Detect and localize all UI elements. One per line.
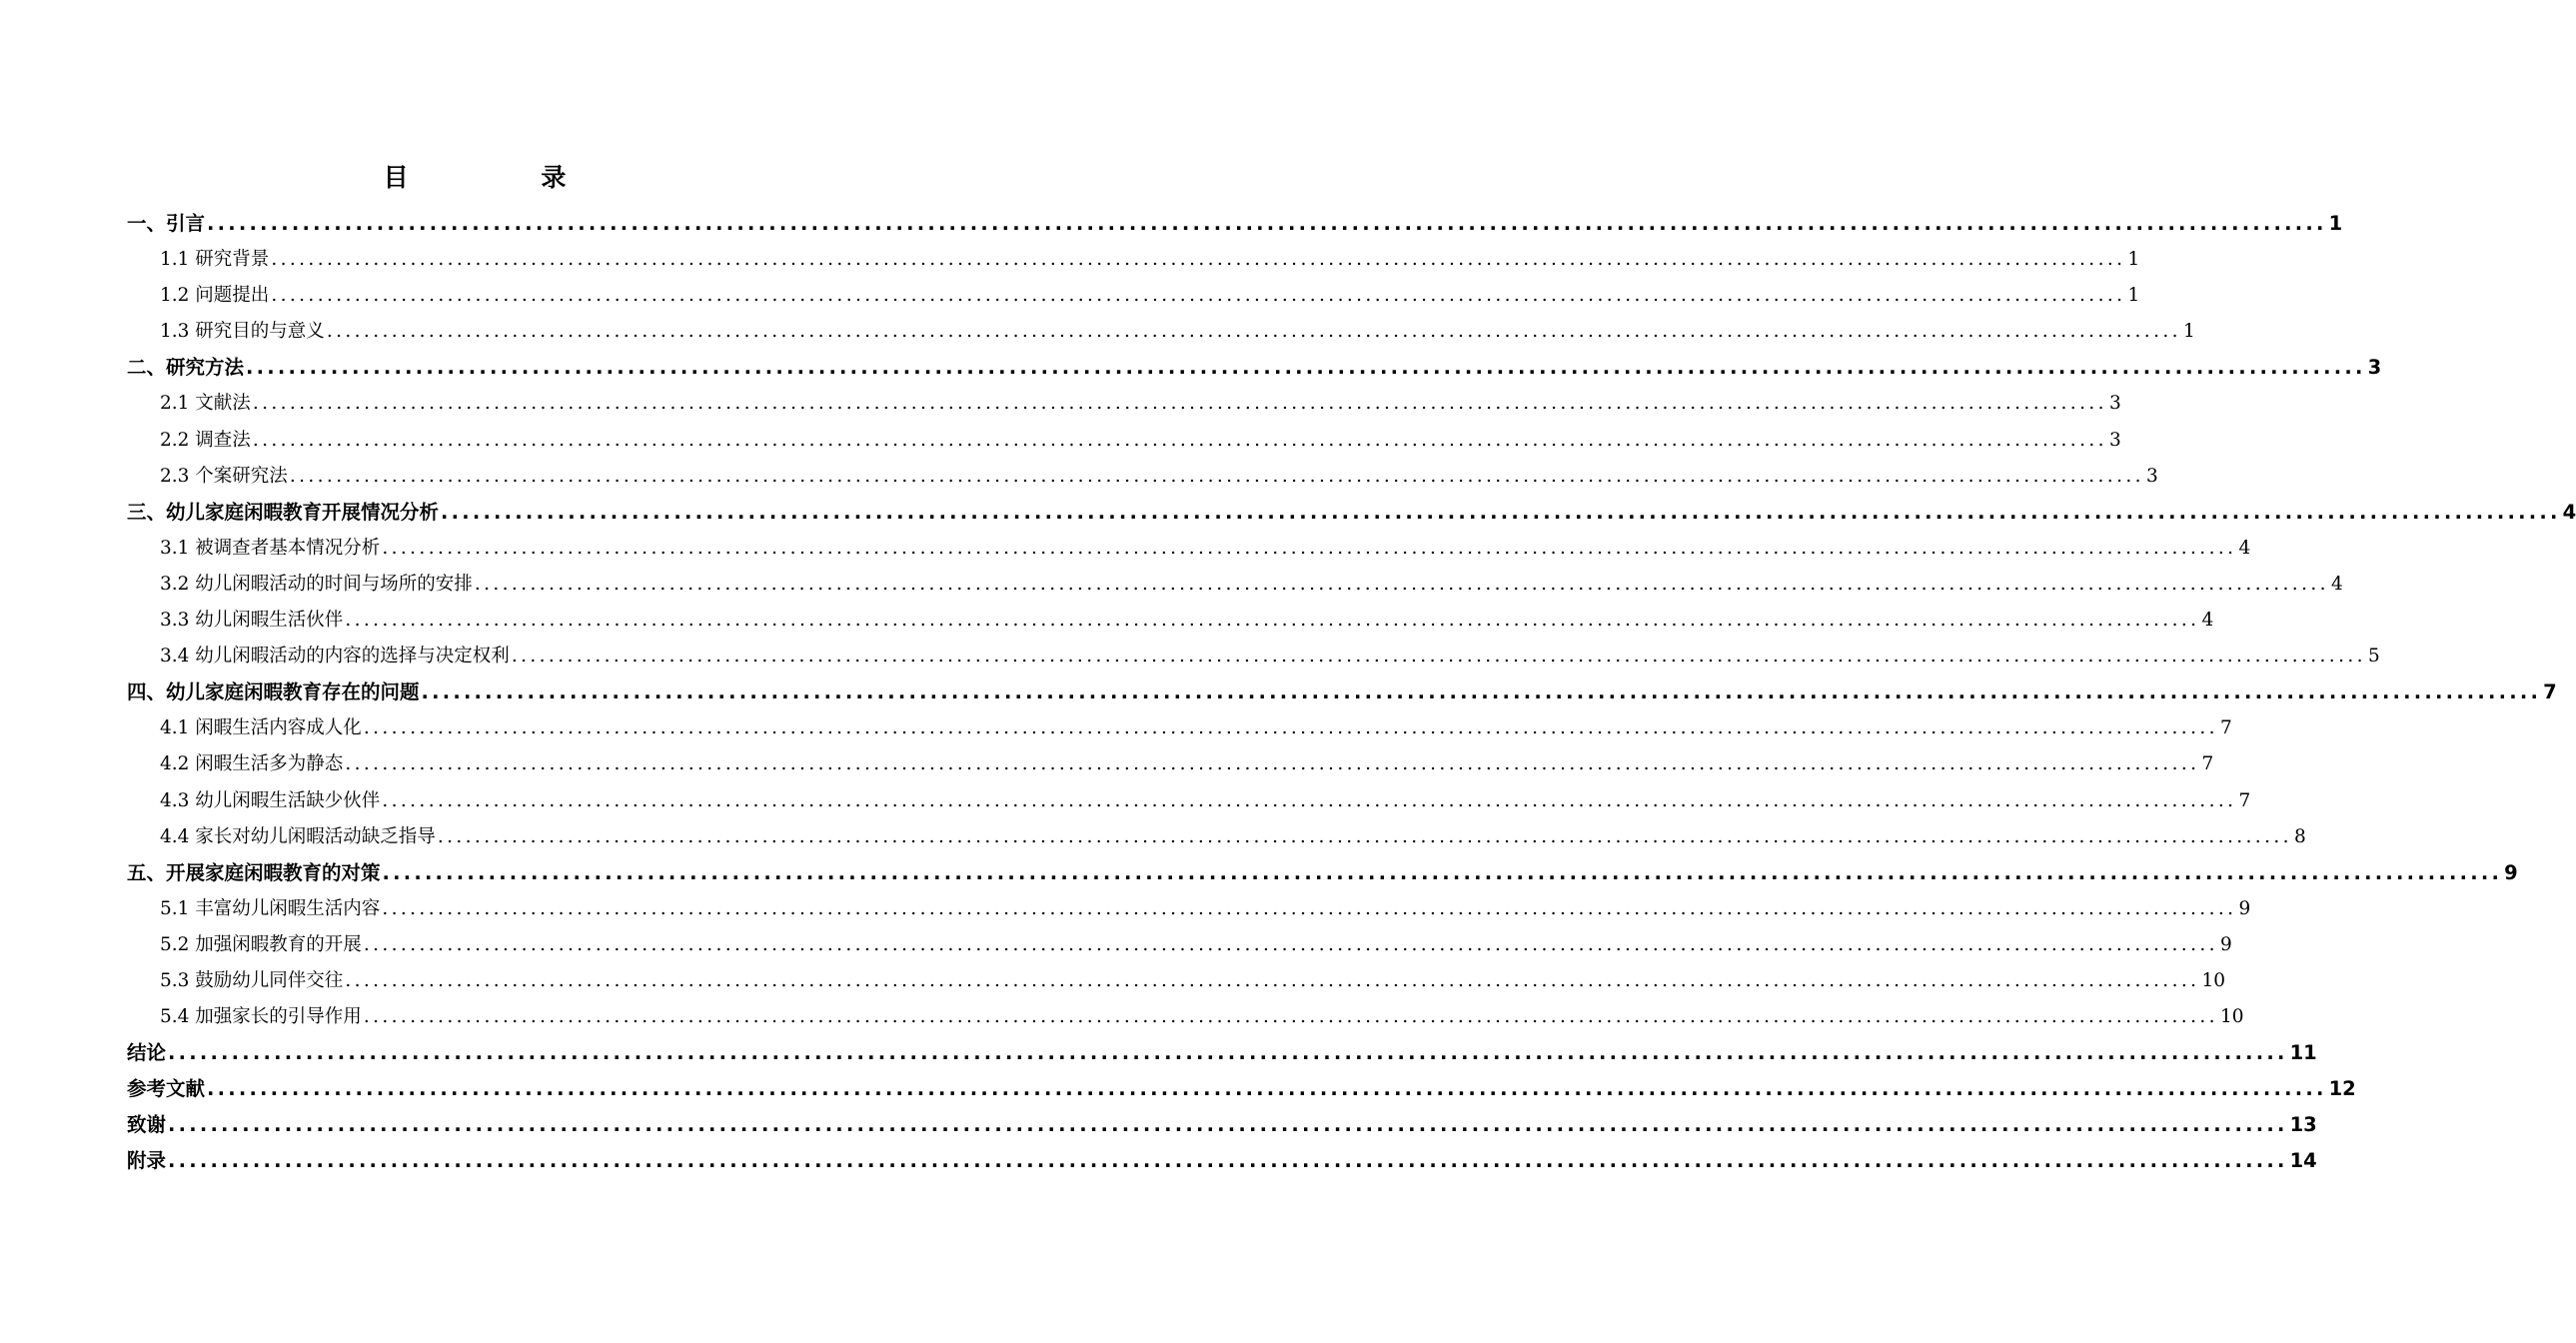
toc-chapter-entry[interactable] bbox=[127, 1071, 2356, 1107]
page-title: 目 录 bbox=[383, 163, 629, 192]
toc-entry-label: 2.3 个案研究法 bbox=[160, 465, 288, 487]
toc-section-entry[interactable] bbox=[127, 783, 2251, 819]
dot-leader: ........................................................................................................................................................................................................ bbox=[252, 429, 2107, 451]
toc-page-number: 9 bbox=[2238, 897, 2251, 919]
toc-page-number: 1 bbox=[2182, 321, 2195, 343]
toc-entry-label: 2.1 文献法 bbox=[160, 393, 251, 415]
toc-section-entry[interactable] bbox=[127, 710, 2232, 746]
toc-section-entry[interactable] bbox=[127, 242, 2140, 278]
toc-entry-label: 3.3 幼儿闲暇生活伙伴 bbox=[160, 610, 344, 632]
toc-chapter-entry[interactable] bbox=[127, 1107, 2317, 1143]
dot-leader: ........................................................................................................................................................................................................ bbox=[363, 933, 2218, 955]
toc-section-entry[interactable] bbox=[127, 386, 2121, 422]
toc-page-number: 1 bbox=[2127, 285, 2140, 307]
toc-page-number: 4 bbox=[2330, 573, 2343, 595]
toc-page-number: 12 bbox=[2328, 1077, 2356, 1101]
toc-page-number: 10 bbox=[2201, 969, 2225, 991]
dot-leader: ........................................................................................................................................................................................................ bbox=[207, 212, 2327, 235]
toc-page-number: 3 bbox=[2367, 356, 2382, 380]
toc-entry-label: 1.1 研究背景 bbox=[160, 249, 270, 271]
dot-leader: ........................................................................................................................................................................................................ bbox=[474, 573, 2329, 595]
toc-entry-label: 3.4 幼儿闲暇活动的内容的选择与决定权利 bbox=[160, 646, 510, 668]
dot-leader: ........................................................................................................................................................................................................ bbox=[511, 646, 2366, 668]
toc-page-number: 8 bbox=[2293, 825, 2306, 847]
dot-leader: ........................................................................................................................................................................................................ bbox=[289, 465, 2144, 487]
dot-leader: ........................................................................................................................................................................................................ bbox=[345, 610, 2200, 632]
toc-section-entry[interactable] bbox=[127, 278, 2140, 314]
dot-leader: ........................................................................................................................................................................................................ bbox=[271, 249, 2126, 271]
toc-page-number: 4 bbox=[2201, 610, 2214, 632]
toc-section-entry[interactable] bbox=[127, 603, 2214, 639]
dot-leader: ........................................................................................................................................................................................................ bbox=[421, 680, 2542, 704]
toc-page-number: 14 bbox=[2289, 1149, 2317, 1173]
toc-chapter-entry[interactable] bbox=[127, 495, 2576, 531]
toc-entry-label: 一、引言 bbox=[127, 212, 206, 235]
toc-page-number: 9 bbox=[2219, 933, 2232, 955]
toc-section-entry[interactable] bbox=[127, 963, 2225, 999]
toc-entry-label: 4.3 幼儿闲暇生活缺少伙伴 bbox=[160, 789, 381, 811]
toc-section-entry[interactable] bbox=[127, 819, 2306, 855]
toc-section-entry[interactable] bbox=[127, 927, 2232, 963]
toc-page-number: 5 bbox=[2367, 646, 2380, 668]
toc-chapter-entry[interactable] bbox=[127, 1143, 2317, 1179]
toc-section-entry[interactable] bbox=[127, 639, 2380, 674]
toc-entry-label: 二、研究方法 bbox=[127, 356, 245, 380]
toc-entry-label: 5.2 加强闲暇教育的开展 bbox=[160, 933, 362, 955]
dot-leader: ........................................................................................................................................................................................................ bbox=[271, 285, 2126, 307]
toc-entry-label: 3.2 幼儿闲暇活动的时间与场所的安排 bbox=[160, 573, 473, 595]
toc-entry-label: 五、开展家庭闲暇教育的对策 bbox=[127, 860, 381, 884]
toc-entry-label: 1.2 问题提出 bbox=[160, 285, 270, 307]
toc-page-number: 3 bbox=[2145, 465, 2158, 487]
toc-entry-label: 4.1 闲暇生活内容成人化 bbox=[160, 717, 362, 739]
toc-entry-label: 参考文献 bbox=[127, 1077, 206, 1101]
dot-leader: ........................................................................................................................................................................................................ bbox=[168, 1041, 2288, 1065]
toc-section-entry[interactable] bbox=[127, 459, 2158, 495]
toc-entry-label: 4.4 家长对幼儿闲暇活动缺乏指导 bbox=[160, 825, 436, 847]
dot-leader: ........................................................................................................................................................................................................ bbox=[326, 321, 2181, 343]
toc-page-number: 7 bbox=[2238, 789, 2251, 811]
toc-section-entry[interactable] bbox=[127, 567, 2343, 603]
toc-section-entry[interactable] bbox=[127, 423, 2121, 459]
toc-page-number: 4 bbox=[2238, 537, 2251, 559]
toc-section-entry[interactable] bbox=[127, 891, 2251, 927]
toc-page-number: 1 bbox=[2127, 249, 2140, 271]
dot-leader: ........................................................................................................................................................................................................ bbox=[382, 860, 2503, 884]
dot-leader: ........................................................................................................................................................................................................ bbox=[437, 825, 2292, 847]
toc-entry-label: 2.2 调查法 bbox=[160, 429, 251, 451]
toc-page-number: 13 bbox=[2289, 1113, 2317, 1137]
dot-leader: ........................................................................................................................................................................................................ bbox=[363, 1006, 2218, 1028]
toc-page-number: 7 bbox=[2543, 680, 2557, 704]
toc-entry-label: 4.2 闲暇生活多为静态 bbox=[160, 753, 344, 775]
toc-entry-label: 结论 bbox=[127, 1041, 167, 1065]
dot-leader: ........................................................................................................................................................................................................ bbox=[382, 537, 2237, 559]
toc-entry-label: 四、幼儿家庭闲暇教育存在的问题 bbox=[127, 680, 420, 704]
toc-chapter-entry[interactable] bbox=[127, 350, 2382, 386]
toc-page-number: 3 bbox=[2108, 393, 2121, 415]
toc-page-number: 7 bbox=[2219, 717, 2232, 739]
dot-leader: ........................................................................................................................................................................................................ bbox=[246, 356, 2366, 380]
toc-entry-label: 5.1 丰富幼儿闲暇生活内容 bbox=[160, 897, 381, 919]
toc-entry-label: 致谢 bbox=[127, 1113, 167, 1137]
toc-entry-label: 附录 bbox=[127, 1149, 167, 1173]
toc-entry-label: 5.4 加强家长的引导作用 bbox=[160, 1006, 362, 1028]
dot-leader: ........................................................................................................................................................................................................ bbox=[345, 969, 2200, 991]
toc-page-number: 10 bbox=[2219, 1006, 2244, 1028]
dot-leader: ........................................................................................................................................................................................................ bbox=[252, 393, 2107, 415]
dot-leader: ........................................................................................................................................................................................................ bbox=[345, 753, 2200, 775]
toc-entry-label: 5.3 鼓励幼儿同伴交往 bbox=[160, 969, 344, 991]
toc-chapter-entry[interactable] bbox=[127, 855, 2518, 891]
toc-chapter-entry[interactable] bbox=[127, 1035, 2317, 1071]
toc-section-entry[interactable] bbox=[127, 531, 2251, 567]
toc-page-number: 9 bbox=[2504, 860, 2518, 884]
dot-leader: ........................................................................................................................................................................................................ bbox=[382, 789, 2237, 811]
dot-leader: ........................................................................................................................................................................................................ bbox=[207, 1077, 2327, 1101]
toc-chapter-entry[interactable] bbox=[127, 674, 2557, 710]
toc-section-entry[interactable] bbox=[127, 999, 2244, 1035]
toc-section-entry[interactable] bbox=[127, 746, 2214, 782]
toc-entry-label: 三、幼儿家庭闲暇教育开展情况分析 bbox=[127, 500, 440, 524]
dot-leader: ........................................................................................................................................................................................................ bbox=[441, 500, 2561, 524]
dot-leader: ........................................................................................................................................................................................................ bbox=[168, 1113, 2288, 1137]
toc-entry-label: 1.3 研究目的与意义 bbox=[160, 321, 325, 343]
toc-page-number: 4 bbox=[2562, 500, 2576, 524]
toc-page-number: 3 bbox=[2108, 429, 2121, 451]
toc-chapter-entry[interactable] bbox=[127, 206, 2343, 242]
toc-page-number: 7 bbox=[2201, 753, 2214, 775]
dot-leader: ........................................................................................................................................................................................................ bbox=[382, 897, 2237, 919]
toc-page-number: 11 bbox=[2289, 1041, 2317, 1065]
toc-page-number: 1 bbox=[2328, 212, 2343, 235]
toc-section-entry[interactable] bbox=[127, 314, 2195, 350]
toc-entry-label: 3.1 被调查者基本情况分析 bbox=[160, 537, 381, 559]
dot-leader: ........................................................................................................................................................................................................ bbox=[168, 1149, 2288, 1173]
table-of-contents bbox=[127, 206, 2576, 1180]
dot-leader: ........................................................................................................................................................................................................ bbox=[363, 717, 2218, 739]
